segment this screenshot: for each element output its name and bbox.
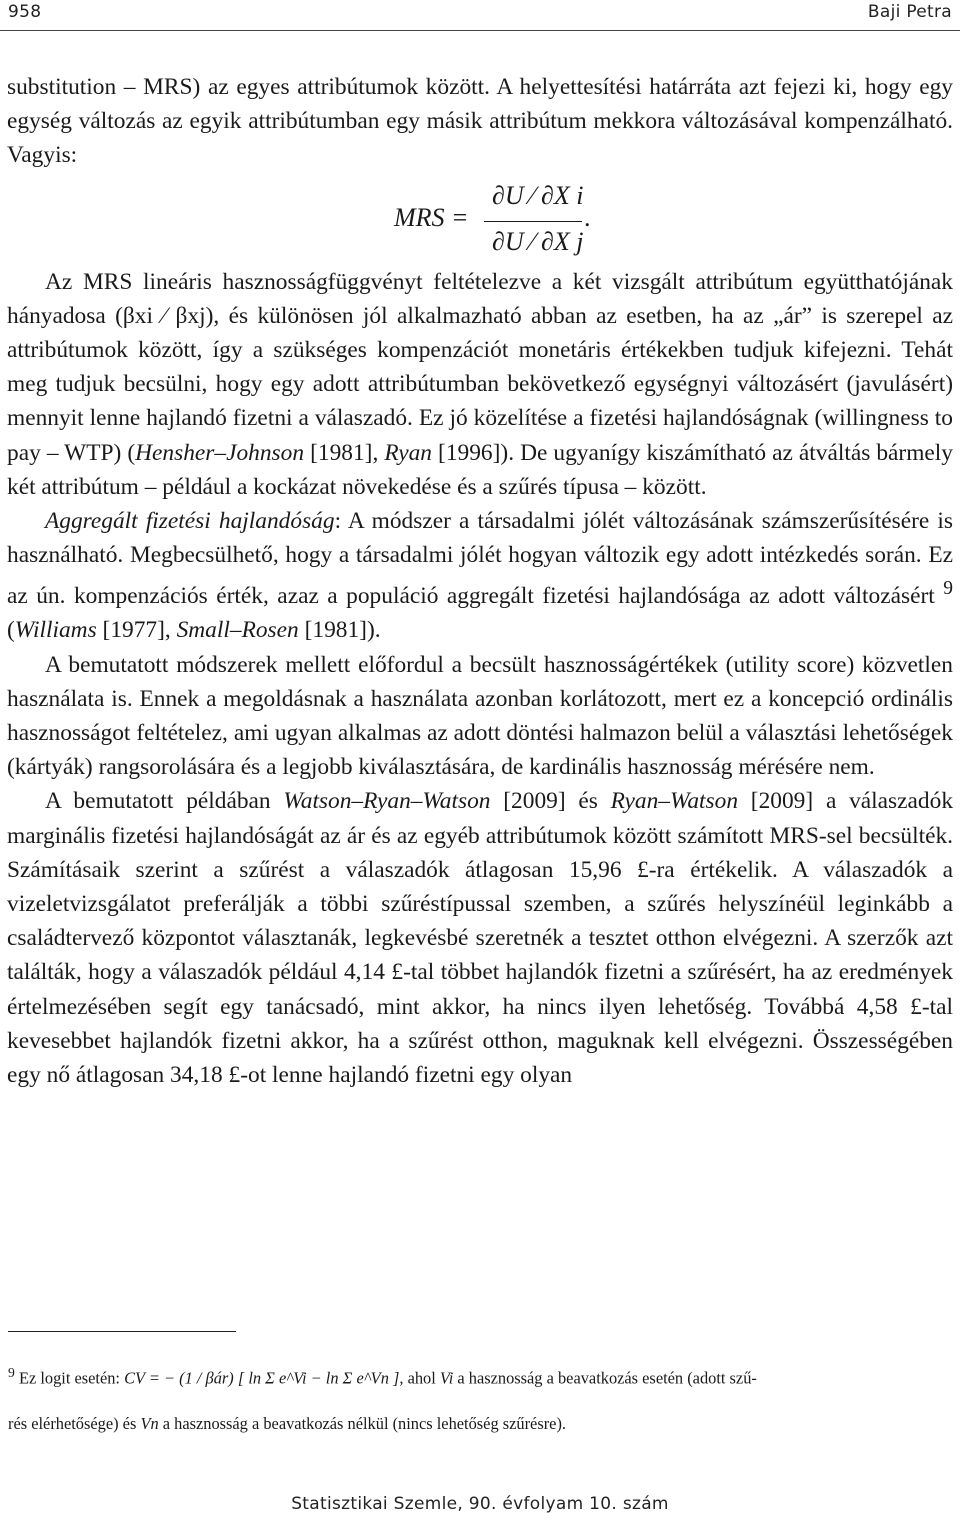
article-body [7,70,953,1092]
paragraph-utility-score: A bemutatott módszerek mellett előfordul a becsült hasznosságértékek (utility score) közvetlen használata is. Ennek a megoldásnak a használata azonban korlátozott, mert ez a koncepció ordinális hasznosságot feltételez, ami ugyan alkalmas az adott döntési halmazon belül a választási lehetőségek (kártyák) rangsorolására és a legjobb kiválasztására, de kardinális hasznosság mérésére nem. [7,651,953,781]
footnote-divider [8,1331,236,1332]
journal-footer: Statisztikai Szemle, 90. évfolyam 10. szám [291,1494,669,1514]
citation-williams: Williams [14,617,97,644]
mrs-formula [7,173,953,265]
formula-denominator: ∂U ⁄ ∂X j [492,226,584,256]
footnote-formula: CV = − (1 / βár) [ ln Σ e^Vi − ln Σ e^Vn ], [124,1368,404,1388]
citation-watson-ryan-watson: Watson–Ryan–Watson [283,788,491,815]
formula-lhs: MRS = [394,202,469,232]
page-header [0,0,960,34]
paragraph-linear-utility: Az MRS lineáris hasznosságfüggvényt feltételezve a két vizsgált attribútum együtthatójának hányadosa (βxi ⁄ βxj), és különösen jól alkalmazható abban az esetben, ha az „ár” is szerepel az attribútumok között, így a szükséges kompenzációt monetáris értékekben tudjuk kifejezni. Tehát meg tudjuk becsülni, hogy egy adott attribútumban bekövetkező egységnyi változásért (javulásért) mennyit lenne hajlandó fizetni a válaszadó. Ez jó közelítése a fizetési hajlandóságnak (willingness to pay – WTP) (Hensher–Johnson [1981], Ryan [1996]). De ugyanígy kiszámítható az átváltás bármely két attribútum – például a kockázat növekedése és a szűrés típusa – között. [7,268,954,500]
citation-ryan-watson: Ryan–Watson [610,788,739,815]
footnote [8,1360,954,1437]
footnote-line-2: rés elérhetősége) és Vn a hasznosság a beavatkozás nélkül (nincs lehetőség szűrésre). [8,1414,567,1434]
header-divider [0,30,960,31]
citation-small-rosen: Small–Rosen [176,617,299,644]
footnote-line-1: $^9$ Ez logit esetén: CV = − (1 / βár) [ ln Σ e^Vi − ln Σ e^Vn ], ahol Vi a hasznosság a beavatkozás esetén (adott szű- [8,1365,757,1388]
citation-hensher-johnson: Hensher–Johnson [135,439,305,466]
citation-ryan: Ryan [384,439,432,466]
fraction-bar [484,221,582,223]
formula-period: . [584,202,591,232]
term-aggregate-wtp: Aggregált fizetési hajlandóság [45,508,335,535]
paragraph-mrs-intro: substitution – MRS) az egyes attribútumok között. A helyettesítési határráta azt fejezi ki, hogy egy egység változás az egyik attribútumban egy másik attribútum mekkora változásával kompenzálható. Vagyis: [7,74,953,169]
beta-ratio: (βxi ⁄ βxj), [115,302,220,329]
page-number: 958 [8,2,42,22]
footnote-marker: 9 [943,578,953,600]
paragraph-example: A bemutatott példában Watson–Ryan–Watson [2009] és Ryan–Watson [2009] a válaszadók marginális fizetési hajlandóságát az ár és az egyéb attribútumok között számított MRS-sel becsülték. Számításaik szerint a szűrést a válaszadók átlagosan 15,96 £-ra értékelik. A válaszadók a vizeletvizsgálatot preferálják a többi szűréstípussal szemben, a szűrés helyszínéül leginkább a családtervező központot választanák, legkevésbé szeretnék a tesztet otthon elvégezni. A szerzők azt találták, hogy a válaszadók például 4,14 £-tal többet hajlandók fizetni a szűrésért, ha az eredmények értelmezésében segít egy tanácsadó, mint akkor, ha nincs ilyen lehetőség. Továbbá 4,58 £-tal kevesebbet hajlandók fizetni akkor, ha a szűrést otthon, maguknak kell elvégezni. Összességében egy nő átlagosan 34,18 £-ot lenne hajlandó fizetni egy olyan [7,788,954,1089]
paragraph-aggregate-wtp: Aggregált fizetési hajlandóság: A módszer a társadalmi jólét változásának számszerűsítésére is használható. Megbecsülhető, hogy a társadalmi jólét hogyan változik egy adott intézkedés során. Ez az ún. kompenzációs érték, azaz a populáció aggregált fizetési hajlandósága az adott változásért $^9$ (Williams [1977], Small–Rosen [1981]). [7,508,953,644]
formula-numerator: ∂U ⁄ ∂X i [492,180,584,210]
running-author: Baji Petra [867,2,952,22]
